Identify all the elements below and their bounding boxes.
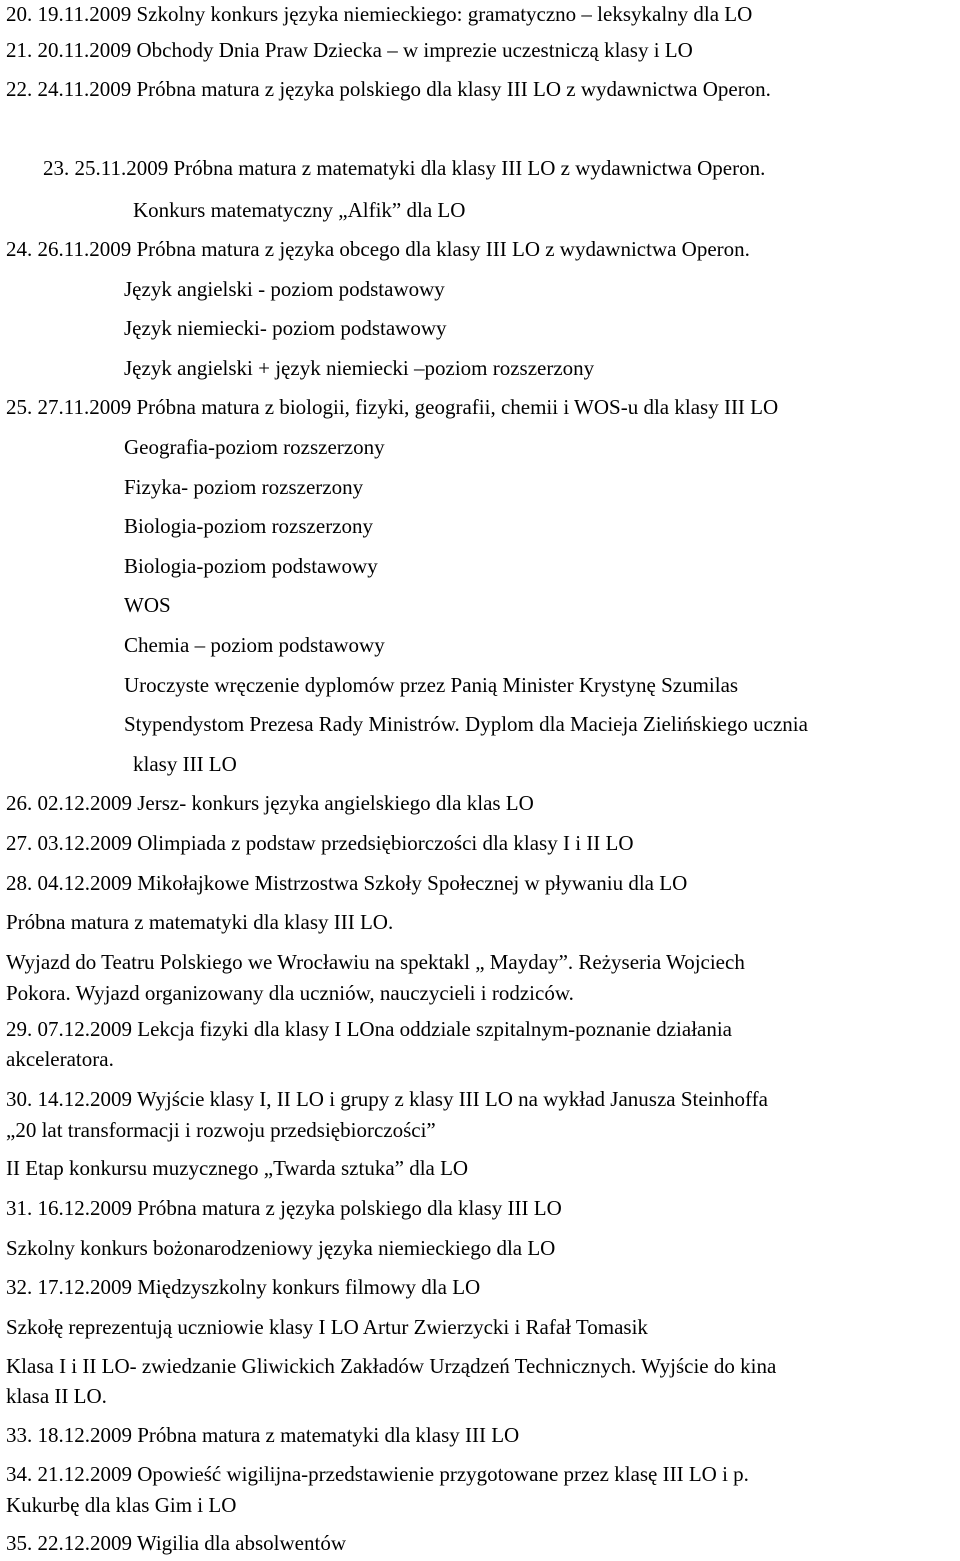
text-line: 23. 25.11.2009 Próbna matura z matematyki dla klasy III LO z wydawnictwa Operon. [43, 156, 766, 180]
text-line: Szkołę reprezentują uczniowie klasy I LO Artur Zwierzycki i Rafał Tomasik [6, 1315, 648, 1339]
text-line: 27. 03.12.2009 Olimpiada z podstaw przedsiębiorczości dla klasy I i II LO [6, 831, 634, 855]
text-line: 20. 19.11.2009 Szkolny konkurs języka niemieckiego: gramatyczno – leksykalny dla LO [6, 2, 753, 26]
text-line: 30. 14.12.2009 Wyjście klasy I, II LO i grupy z klasy III LO na wykład Janusza Steinhoffa [6, 1087, 768, 1111]
text-line: 21. 20.11.2009 Obchody Dnia Praw Dziecka – w imprezie uczestniczą klasy i LO [6, 38, 693, 62]
text-line: „20 lat transformacji i rozwoju przedsiębiorczości” [6, 1118, 436, 1142]
text-line: Biologia-poziom rozszerzony [124, 514, 374, 538]
text-line: 32. 17.12.2009 Międzyszkolny konkurs filmowy dla LO [6, 1275, 481, 1299]
text-line: Język angielski - poziom podstawowy [124, 277, 445, 301]
text-line: 34. 21.12.2009 Opowieść wigilijna-przedstawienie przygotowane przez klasę III LO i p. [6, 1462, 749, 1486]
text-line: 22. 24.11.2009 Próbna matura z języka polskiego dla klasy III LO z wydawnictwa Operon. [6, 77, 771, 101]
text-line: 26. 02.12.2009 Jersz- konkurs języka angielskiego dla klas LO [6, 791, 534, 815]
text-line: Kukurbę dla klas Gim i LO [6, 1493, 237, 1517]
text-line: II Etap konkursu muzycznego „Twarda sztuka” dla LO [6, 1156, 469, 1180]
text-line: 29. 07.12.2009 Lekcja fizyki dla klasy I LOna oddziale szpitalnym-poznanie działania [6, 1017, 733, 1041]
text-line: Klasa I i II LO- zwiedzanie Gliwickich Zakładów Urządzeń Technicznych. Wyjście do kina [6, 1354, 777, 1378]
text-line: klasy III LO [133, 752, 237, 776]
text-line: Wyjazd do Teatru Polskiego we Wrocławiu na spektakl „ Mayday”. Reżyseria Wojciech [6, 950, 745, 974]
text-line: klasa II LO. [6, 1384, 107, 1408]
text-line: Język niemiecki- poziom podstawowy [124, 316, 447, 340]
text-line: 24. 26.11.2009 Próbna matura z języka obcego dla klasy III LO z wydawnictwa Operon. [6, 237, 750, 261]
text-line: 35. 22.12.2009 Wigilia dla absolwentów [6, 1531, 346, 1555]
text-line: Uroczyste wręczenie dyplomów przez Panią Minister Krystynę Szumilas [124, 673, 739, 697]
text-line: Geografia-poziom rozszerzony [124, 435, 385, 459]
text-line: 33. 18.12.2009 Próbna matura z matematyki dla klasy III LO [6, 1423, 520, 1447]
text-line: 28. 04.12.2009 Mikołajkowe Mistrzostwa Szkoły Społecznej w pływaniu dla LO [6, 871, 688, 895]
text-line: Fizyka- poziom rozszerzony [124, 475, 364, 499]
text-line: 31. 16.12.2009 Próbna matura z języka polskiego dla klasy III LO [6, 1196, 562, 1220]
text-line: Konkurs matematyczny „Alfik” dla LO [133, 198, 466, 222]
text-line: Biologia-poziom podstawowy [124, 554, 378, 578]
text-line: 25. 27.11.2009 Próbna matura z biologii, fizyki, geografii, chemii i WOS-u dla klasy III LO [6, 395, 779, 419]
text-line: Stypendystom Prezesa Rady Ministrów. Dyplom dla Macieja Zielińskiego ucznia [124, 712, 808, 736]
text-line: Próbna matura z matematyki dla klasy III LO. [6, 910, 394, 934]
text-line: Pokora. Wyjazd organizowany dla uczniów, nauczycieli i rodziców. [6, 981, 574, 1005]
text-line: Szkolny konkurs bożonarodzeniowy języka niemieckiego dla LO [6, 1236, 556, 1260]
text-line: Język angielski + język niemiecki –poziom rozszerzony [124, 356, 595, 380]
text-line: WOS [124, 593, 171, 617]
text-line: akceleratora. [6, 1047, 114, 1071]
text-line: Chemia – poziom podstawowy [124, 633, 385, 657]
